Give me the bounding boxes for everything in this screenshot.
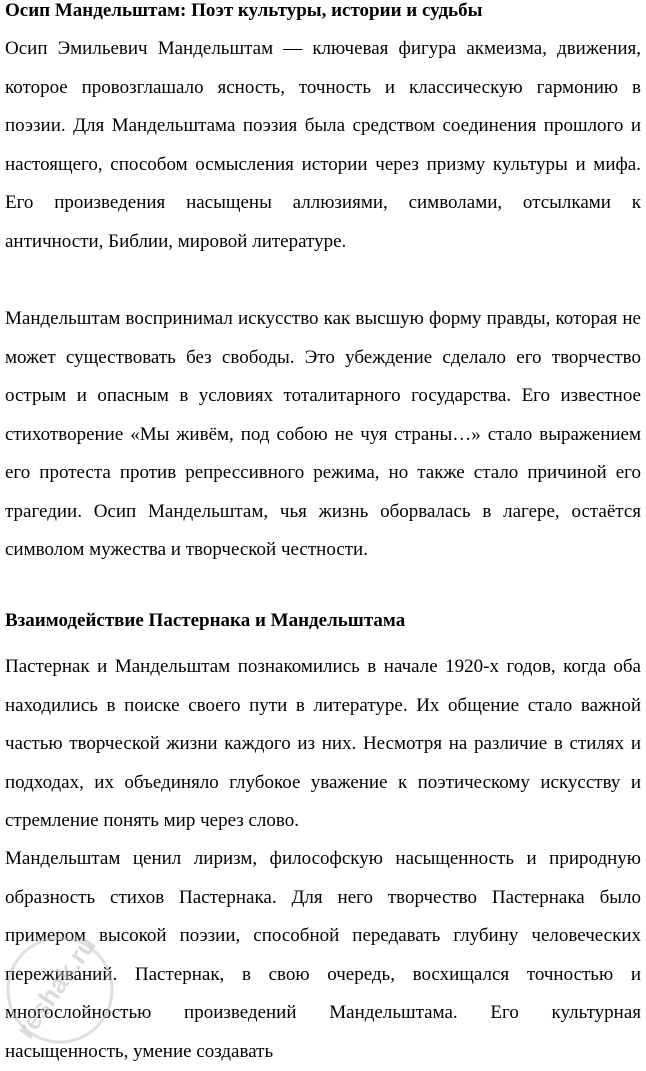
section-heading-interaction: Взаимодействие Пастернака и Мандельштама bbox=[5, 610, 406, 631]
paragraph: Мандельштам воспринимал искусство как высшую форму правды, которая не может существовать без свободы. Это убеждение сделало его творчество острым и опасным в условиях тоталитарного государства. Его известное стихотворение «Мы живём, под собою не чуя страны…» стало выражением его протеста против репрессивного режима, но также стало причиной его трагедии. Осип Мандельштам, чья жизнь оборвалась в лагере, остаётся символом мужества и творческой честности. bbox=[5, 308, 641, 560]
paragraph: Мандельштам ценил лиризм, философскую насыщенность и природную образность стихов Пастернака. Для него творчество Пастернака было примером высокой поэзии, способной передавать глубину человеческих переживаний. Пастернак, в свою очередь, восхищался точностью и многослойностью произведений Мандельштама. Его культурная насыщенность, умение создавать bbox=[5, 848, 641, 1062]
section-heading-mandelstam: Осип Мандельштам: Поэт культуры, истории и судьбы bbox=[5, 0, 483, 21]
watermark-text: reshak.ru bbox=[10, 930, 102, 1044]
paragraph: Осип Эмильевич Мандельштам — ключевая фигура акмеизма, движения, которое провозглашало ясность, точность и классическую гармонию в поэзии. Для Мандельштама поэзия была средством соединения прошлого и настоящего, способом осмысления истории через призму культуры и мифа. Его произведения насыщены аллюзиями, символами, отсылками к античности, Библии, мировой литературе. bbox=[5, 38, 641, 252]
paragraph: Пастернак и Мандельштам познакомились в начале 1920-х годов, когда оба находились в поиске своего пути в литературе. Их общение стало важной частью творческой жизни каждого из них. Несмотря на различие в стилях и подходах, их объединяло глубокое уважение к поэтическому искусству и стремление понять мир через слово. bbox=[5, 656, 641, 831]
